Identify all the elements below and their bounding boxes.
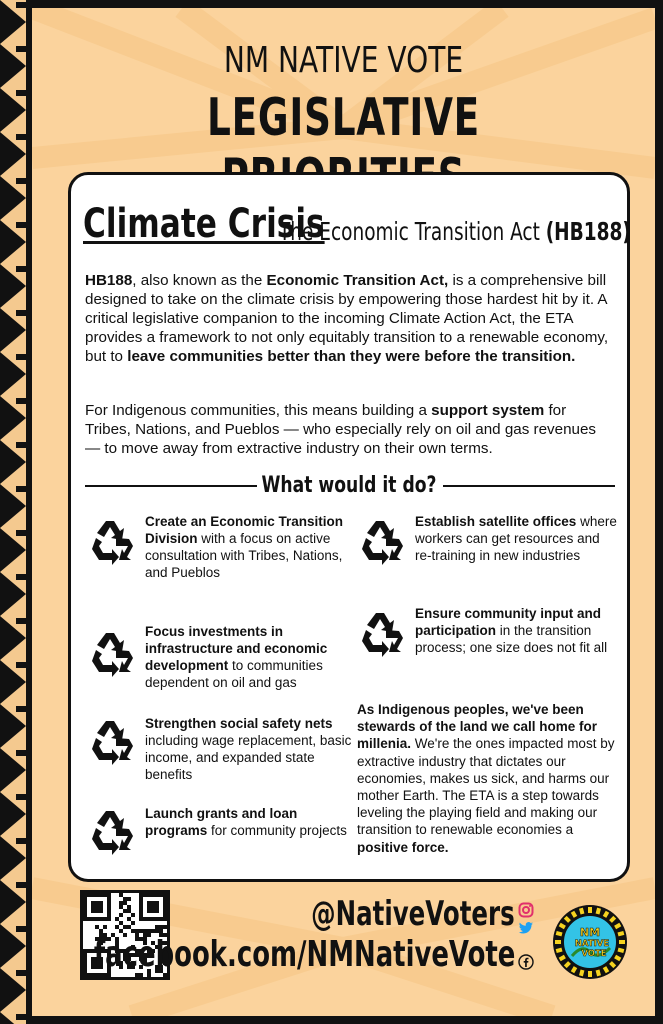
facebook-icon[interactable]: [518, 954, 534, 970]
nm-native-vote-logo: [552, 904, 628, 980]
tribal-pattern-border: [0, 0, 26, 1024]
instagram-icon[interactable]: [518, 902, 534, 918]
intro-paragraph: HB188, also known as the Economic Transition Act, is a comprehensive bill designed to take on the climate crisis by empowering those hardest hit by it. A critical legislative companion to the incoming Climate Action Act, the ETA provides a framework to not only equitably transition to a renewable economy, but to leave communities better than they were before the transition.: [85, 272, 609, 365]
subtitle-text: The Economic Transition Act: [279, 217, 546, 246]
subtitle-bill: (HB188): [545, 217, 631, 246]
recycle-icon: [357, 607, 409, 659]
logo-text-nm: NM: [579, 926, 601, 939]
list-item: Strengthen social safety nets including wage replacement, basic income, and expanded state benefits: [145, 716, 352, 782]
indigenous-paragraph: For Indigenous communities, this means building a support system for Tribes, Nations, and Pueblos — who especially rely on oil and gas revenues — to move away from extractive industry on their own terms.: [85, 402, 597, 457]
recycle-icon: [87, 715, 139, 767]
list-item: Create an Economic Transition Division with a focus on active consultation with Tribes, Nations, and Pueblos: [145, 514, 344, 580]
facebook-url[interactable]: facebook.com/NMNativeVote: [93, 934, 515, 975]
content-card: [68, 172, 630, 882]
list-item: Establish satellite offices where workers can get resources and re-training in new industries: [415, 514, 617, 563]
header-org: NM NATIVE VOTE: [223, 40, 464, 81]
recycle-icon: [87, 627, 139, 679]
recycle-icon: [87, 805, 139, 857]
closing-statement: As Indigenous peoples, we've been stewards of the land we call home for millenia. We're the ones impacted most by extractive industry that dictates our economies, makes us sick, and harms our mother Earth. The ETA is a step towards leveling the playing field and making our transition to renewable economies a positive force.: [357, 702, 615, 855]
section-title: What would it do?: [261, 473, 437, 498]
poster: [32, 8, 655, 1016]
list-item: Focus investments in infrastructure and economic development to communities dependent on oil and gas: [145, 624, 328, 690]
recycle-icon: [357, 515, 409, 567]
logo-text-vote: VOTE: [581, 949, 607, 959]
card-title: Climate Crisis: [83, 201, 325, 247]
geometric-pattern: [0, 0, 26, 1024]
social-handle[interactable]: @NativeVoters: [311, 894, 515, 934]
list-item: Launch grants and loan programs for community projects: [145, 806, 347, 838]
list-item: Ensure community input and participation in the transition process; one size does not fit all: [415, 606, 608, 655]
recycle-icon: [87, 515, 139, 567]
header-title: LEGISLATIVE: [207, 88, 480, 148]
section-heading: [71, 473, 627, 497]
twitter-icon[interactable]: [518, 920, 534, 936]
card-subtitle: [279, 217, 631, 246]
logo-text-native: NATIVE: [574, 939, 610, 949]
